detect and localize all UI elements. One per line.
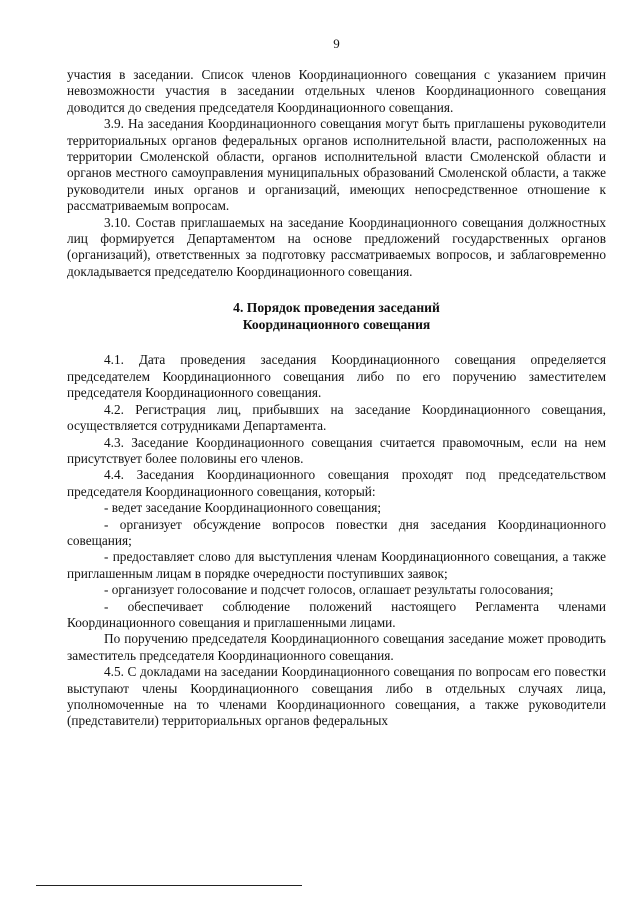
footer-rule [36,885,302,886]
paragraph-3-10: 3.10. Состав приглашаемых на заседание Координационного совещания должностных лиц формируется Департаментом на основе предложений государственных органов (организаций), ответственных за подготовку рассматриваемых вопросов, и заблаговременно докладывается председателю Координационного совещания. [67,214,606,279]
paragraph-4-1: 4.1. Дата проведения заседания Координационного совещания определяется председателем Координационного совещания либо по его поручению заместителем председателя Координационного совещания. [67,352,606,401]
paragraph-4-3: 4.3. Заседание Координационного совещания считается правомочным, если на нем присутствует более половины его членов. [67,434,606,466]
list-item: - ведет заседание Координационного совещания; [104,500,382,516]
paragraph-4-4: 4.4. Заседания Координационного совещания проходят под председательством председателя Координационного совещания, который: [67,467,606,499]
list-item: - организует голосование и подсчет голосов, оглашает результаты голосования; [104,582,554,598]
paragraph-deputy: По поручению председателя Координационного совещания заседание может проводить заместитель председателя Координационного совещания. [67,631,606,663]
list-item: - предоставляет слово для выступления членам Координационного совещания, а также приглашенным лицам в порядке очередности поступивших заявок; [67,549,606,581]
paragraph-4-5: 4.5. С докладами на заседании Координационного совещания по вопросам его повестки выступают члены Координационного совещания либо в отдельных случаях лица, уполномоченные на то членами Координационного совещания, а также руководители (представители) территориальных органов федеральных [67,664,606,729]
section-heading [67,300,606,333]
paragraph-3-9: 3.9. На заседания Координационного совещания могут быть приглашены руководители территориальных органов федеральных органов исполнительной власти, расположенных на территории Смоленской области, органов исполнительной власти Смоленской области и органов местного самоуправления муниципальных образований Смоленской области, а также руководители иных органов и организаций, имеющих непосредственное отношение к рассматриваемым вопросам. [67,116,606,214]
document-page [67,36,606,730]
section-heading-line1: 4. Порядок проведения заседаний [233,300,440,316]
list-item: - организует обсуждение вопросов повестки дня заседания Координационного совещания; [67,516,606,548]
list-item: - обеспечивает соблюдение положений настоящего Регламента членами Координационного совещания и приглашенными лицами. [67,598,606,630]
section-heading-line2: Координационного совещания [242,316,431,332]
paragraph-4-2: 4.2. Регистрация лиц, прибывших на заседание Координационного совещания, осуществляется сотрудниками Департамента. [67,401,606,434]
page-number: 9 [333,36,340,51]
paragraph-continuation: участия в заседании. Список членов Координационного совещания с указанием причин невозможности участия в заседании отдельных членов Координационного совещания доводится до сведения председателя Координационного совещания. [67,67,606,115]
